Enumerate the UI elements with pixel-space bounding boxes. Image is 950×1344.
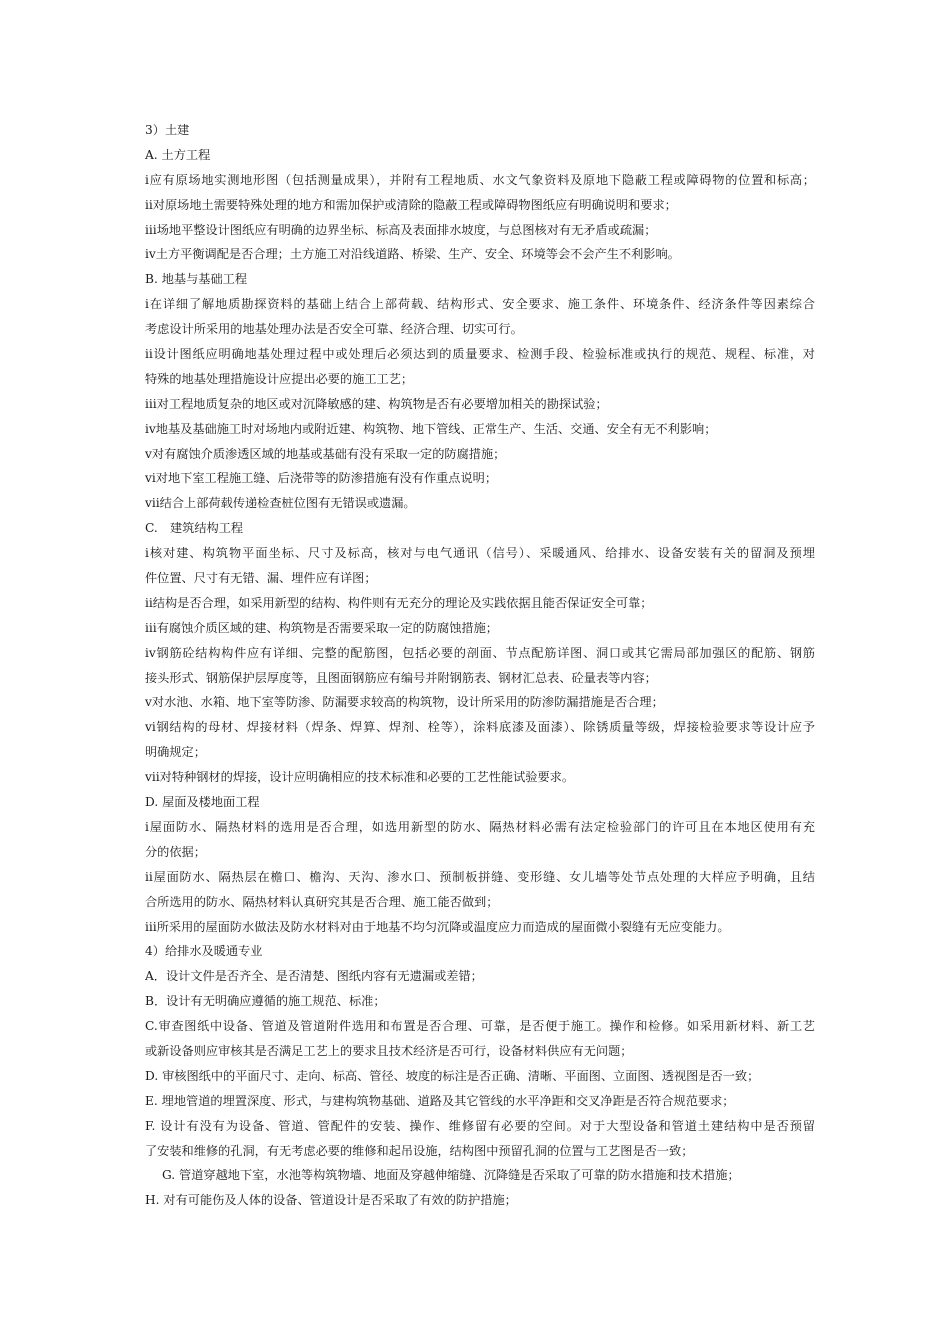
text-line: ⅶ对特种钢材的焊接，设计应明确相应的技术标准和必要的工艺性能试验要求。 — [145, 770, 575, 785]
text-line: C.审查图纸中设备、管道及管道附件选用和布置是否合理、可靠，是否便于施工。操作和检修。如采用新材料、新工艺 — [145, 1019, 815, 1034]
text-line: D. 审核图纸中的平面尺寸、走向、标高、管径、坡度的标注是否正确、清晰、平面图、立面图、透视图是否一致； — [145, 1068, 760, 1083]
text-line: B. 地基与基础工程 — [145, 272, 248, 287]
text-line: 合所选用的防水、隔热材料认真研究其是否合理、施工能否做到； — [145, 894, 499, 909]
text-line: 3）土建 — [145, 123, 190, 137]
text-line: ⅱ对原场地土需要特殊处理的地方和需加保护或清除的隐蔽工程或障碍物图纸应有明确说明和要求； — [145, 197, 677, 212]
text-line: ⅵ钢结构的母材、焊接材料（焊条、焊算、焊剂、栓等），涂料底漆及面漆）、除锈质量等级，焊接检验要求等设计应予 — [145, 720, 815, 735]
text-line: ⅲ所采用的屋面防水做法及防水材料对由于地基不均匀沉降或温度应力而造成的屋面微小裂缝有无应变能力。 — [145, 919, 730, 934]
document-body — [145, 118, 815, 1213]
text-line: F. 设计有没有为设备、管道、管配件的安装、操作、维修留有必要的空间。对于大型设备和管道土建结构中是否预留 — [145, 1118, 815, 1133]
text-line: ⅳ地基及基础施工时对场地内或附近建、构筑物、地下管线、正常生产、生活、交通、安全有无不利影响； — [145, 421, 717, 436]
text-line: ⅲ场地平整设计图纸应有明确的边界坐标、标高及表面排水坡度，与总图核对有无矛盾或疏漏； — [145, 222, 657, 237]
text-line: 了安装和维修的孔洞，有无考虑必要的维修和起吊设施，结构图中预留孔洞的位置与工艺图是否一致； — [145, 1143, 694, 1158]
text-line: E. 埋地管道的埋置深度、形式，与建构筑物基础、道路及其它管线的水平净距和交叉净距是否符合规范要求； — [145, 1093, 735, 1108]
text-line: A．设计文件是否齐全、是否清楚、图纸内容有无遗漏或差错； — [145, 969, 483, 984]
text-line: 或新设备则应审核其是否满足工艺上的要求且技术经济是否可行，设备材料供应有无问题； — [145, 1043, 633, 1058]
text-line: ⅱ屋面防水、隔热层在檐口、檐沟、天沟、渗水口、预制板拼缝、变形缝、女儿墙等处节点处理的大样应予明确，且结 — [145, 869, 815, 884]
text-line: ⅳ钢筋砼结构构件应有详细、完整的配筋图，包括必要的剖面、节点配筋详图、洞口或其它需局部加强区的配筋、钢筋 — [145, 645, 815, 660]
text-line: H. 对有可能伤及人体的设备、管道设计是否采取了有效的防护措施； — [145, 1193, 517, 1208]
text-line: 4）给排水及暖通专业 — [145, 944, 263, 959]
text-line: 件位置、尺寸有无错、漏、埋件应有详图； — [145, 571, 377, 586]
text-line: ⅴ对有腐蚀介质渗透区域的地基或基础有没有采取一定的防腐措施； — [145, 446, 506, 461]
text-line: ⅱ结构是否合理，如采用新型的结构、构件则有无充分的理论及实践依据且能否保证安全可靠； — [145, 595, 653, 610]
text-line: ⅱ设计图纸应明确地基处理过程中或处理后必须达到的质量要求、检测手段、检验标准或执行的规范、规程、标准，对 — [145, 347, 815, 362]
text-line: ⅲ有腐蚀介质区域的建、构筑物是否需要采取一定的防腐蚀措施； — [145, 620, 498, 635]
text-line: ⅵ对地下室工程施工缝、后浇带等的防渗措施有没有作重点说明； — [145, 471, 498, 486]
text-line: ⅲ对工程地质复杂的地区或对沉降敏感的建、构筑物是否有必要增加相关的勘探试验； — [145, 396, 608, 411]
text-line: C. 建筑结构工程 — [145, 521, 244, 536]
text-line: ⅳ土方平衡调配是否合理；土方施工对沿线道路、桥梁、生产、安全、环境等会不会产生不利影响。 — [145, 247, 680, 262]
text-line: 分的依据； — [145, 844, 206, 859]
text-line: ⅰ应有原场地实测地形图（包括测量成果），并附有工程地质、水文气象资料及原地下隐蔽工程或障碍物的位置和标高； — [145, 172, 815, 187]
text-line: ⅰ在详细了解地质勘探资料的基础上结合上部荷载、结构形式、安全要求、施工条件、环境条件、经济条件等因素综合 — [145, 297, 815, 312]
text-line: A. 土方工程 — [145, 147, 211, 162]
text-line: ⅶ结合上部荷载传递检查桩位图有无错误或遗漏。 — [145, 496, 416, 511]
text-line: 考虑设计所采用的地基处理办法是否安全可靠、经济合理、切实可行。 — [145, 322, 523, 337]
text-line: B．设计有无明确应遵循的施工规范、标准； — [145, 994, 386, 1009]
text-line: G. 管道穿越地下室，水池等构筑物墙、地面及穿越伸缩缝、沉降缝是否采取了可靠的防水措施和技术措施； — [162, 1168, 740, 1183]
text-line: ⅴ对水池、水箱、地下室等防渗、防漏要求较高的构筑物，设计所采用的防渗防漏措施是否合理； — [145, 695, 664, 710]
text-line: 接头形式、钢筋保护层厚度等，且图面钢筋应有编号并附钢筋表、钢材汇总表、砼量表等内容； — [145, 670, 657, 685]
text-line: D. 屋面及楼地面工程 — [145, 795, 260, 810]
text-line: 特殊的地基处理措施设计应提出必要的施工工艺； — [145, 371, 414, 386]
text-line: 明确规定； — [145, 745, 206, 760]
text-line: ⅰ屋面防水、隔热材料的选用是否合理，如选用新型的防水、隔热材料必需有法定检验部门的许可且在本地区使用有充 — [145, 819, 815, 834]
text-line: ⅰ核对建、构筑物平面坐标、尺寸及标高，核对与电气通讯（信号）、采暖通风、给排水、设备安装有关的留洞及预埋 — [145, 546, 815, 561]
